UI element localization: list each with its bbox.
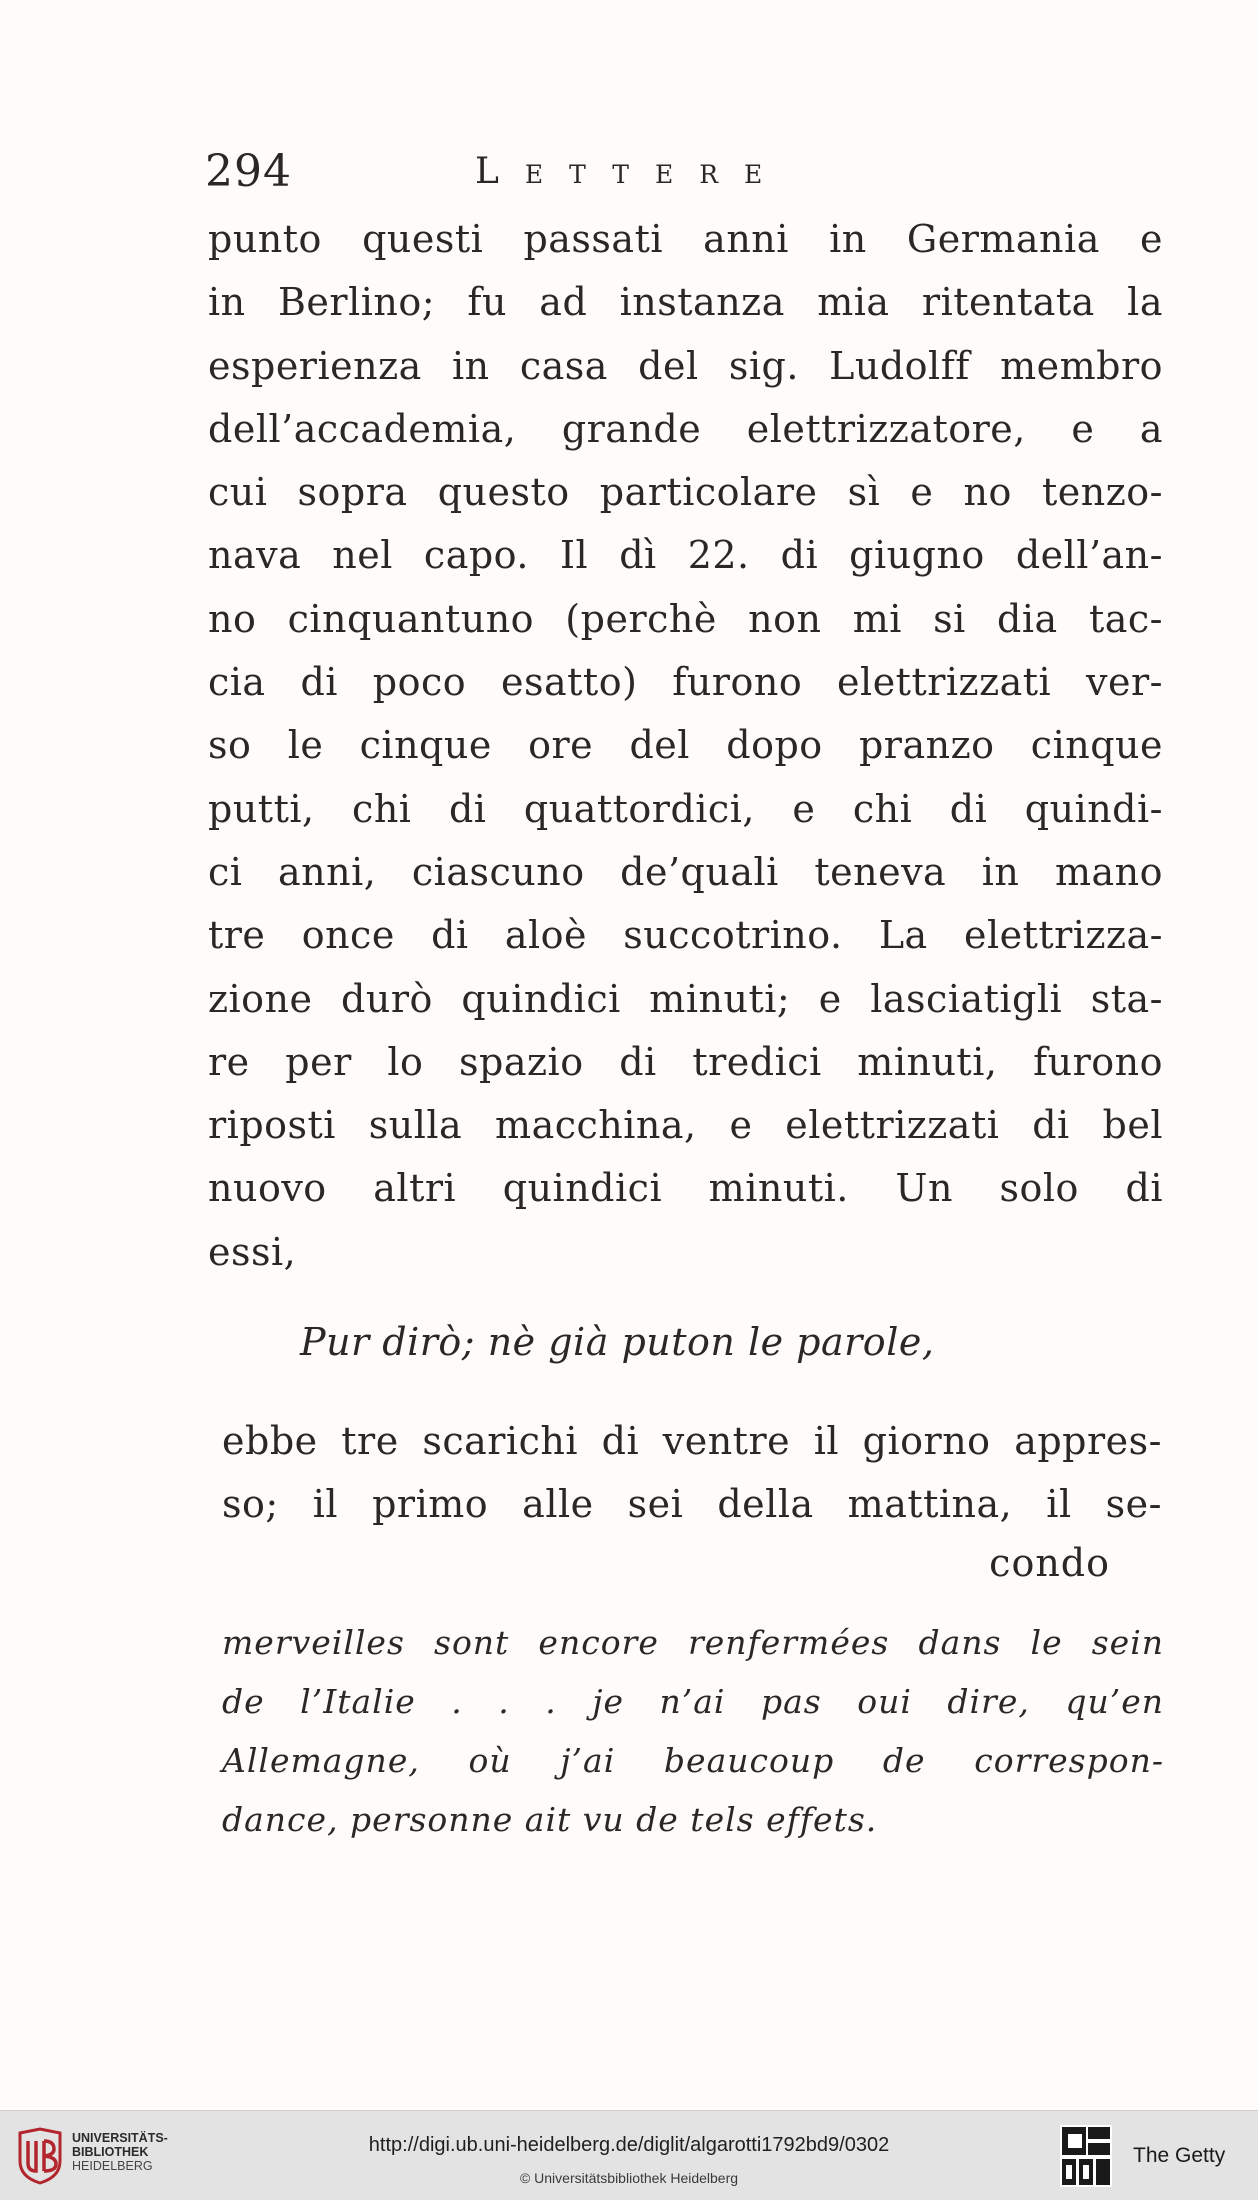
- text-line: cui sopra questo particolare sì e no tenzo-: [208, 470, 1163, 515]
- text-line: nuovo altri quindici minuti. Un solo di: [208, 1166, 1163, 1211]
- text-line: tre once di aloè succotrino. La elettrizza-: [208, 913, 1163, 958]
- running-head: Lettere: [475, 151, 789, 192]
- text-line: ci anni, ciascuno de’quali teneva in mano: [208, 849, 1163, 894]
- text-line: so; il primo alle sei della mattina, il se-: [222, 1482, 1162, 1527]
- footnote-line: dance, personne ait vu de tels effets.: [222, 1800, 878, 1839]
- copyright-notice: © Universitätsbibliothek Heidelberg: [519, 2170, 739, 2186]
- library-name-line: HEIDELBERG: [72, 2159, 153, 2173]
- getty-logo-icon[interactable]: [1060, 2125, 1112, 2187]
- viewer-footer: [0, 2110, 1258, 2200]
- text-line: so le cinque ore del dopo pranzo cinque: [208, 723, 1163, 768]
- library-name-line: UNIVERSITÄTS-: [72, 2131, 168, 2145]
- text-line: riposti sulla macchina, e elettrizzati di bel: [208, 1103, 1163, 1148]
- text-line: dell’accademia, grande elettrizzatore, e a: [208, 406, 1163, 451]
- library-name-line: BIBLIOTHEK: [72, 2145, 149, 2159]
- text-line: esperienza in casa del sig. Ludolff membro: [208, 343, 1163, 388]
- text-line: putti, chi di quattordici, e chi di quindi-: [208, 786, 1163, 831]
- footnote-line: de l’Italie . . . je n’ai pas oui dire, qu’en: [222, 1682, 1164, 1721]
- permalink-url[interactable]: http://digi.ub.uni-heidelberg.de/diglit/algarotti1792bd9/0302: [368, 2134, 890, 2156]
- verse-quotation: Pur dirò; nè già puton le parole,: [300, 1320, 935, 1364]
- footnote-line: Allemagne, où j’ai beaucoup de correspon-: [222, 1741, 1164, 1780]
- page-number: 294: [205, 146, 292, 197]
- page-header: [205, 146, 1165, 200]
- partner-name: The Getty: [1133, 2144, 1226, 2167]
- text-line: zione durò quindici minuti; e lasciatigli sta-: [208, 976, 1163, 1021]
- text-line: essi,: [208, 1229, 297, 1274]
- text-line: no cinquantuno (perchè non mi si dia tac-: [208, 596, 1163, 641]
- footnote: [222, 1613, 1164, 1849]
- text-line: re per lo spazio di tredici minuti, furono: [208, 1039, 1163, 1084]
- body-text-continued: [222, 1410, 1162, 1537]
- text-line: cia di poco esatto) furono elettrizzati ver-: [208, 660, 1163, 705]
- text-line: in Berlino; fu ad instanza mia ritentata la: [208, 280, 1163, 325]
- text-line: punto questi passati anni in Germania e: [208, 217, 1163, 261]
- text-line: nava nel capo. Il dì 22. di giugno dell’an-: [208, 533, 1163, 578]
- footnote-line: merveilles sont encore renfermées dans le sein: [222, 1623, 1164, 1662]
- text-line: ebbe tre scarichi di ventre il giorno appres-: [222, 1419, 1162, 1463]
- body-text: [208, 208, 1163, 1284]
- catchword: condo: [989, 1541, 1110, 1585]
